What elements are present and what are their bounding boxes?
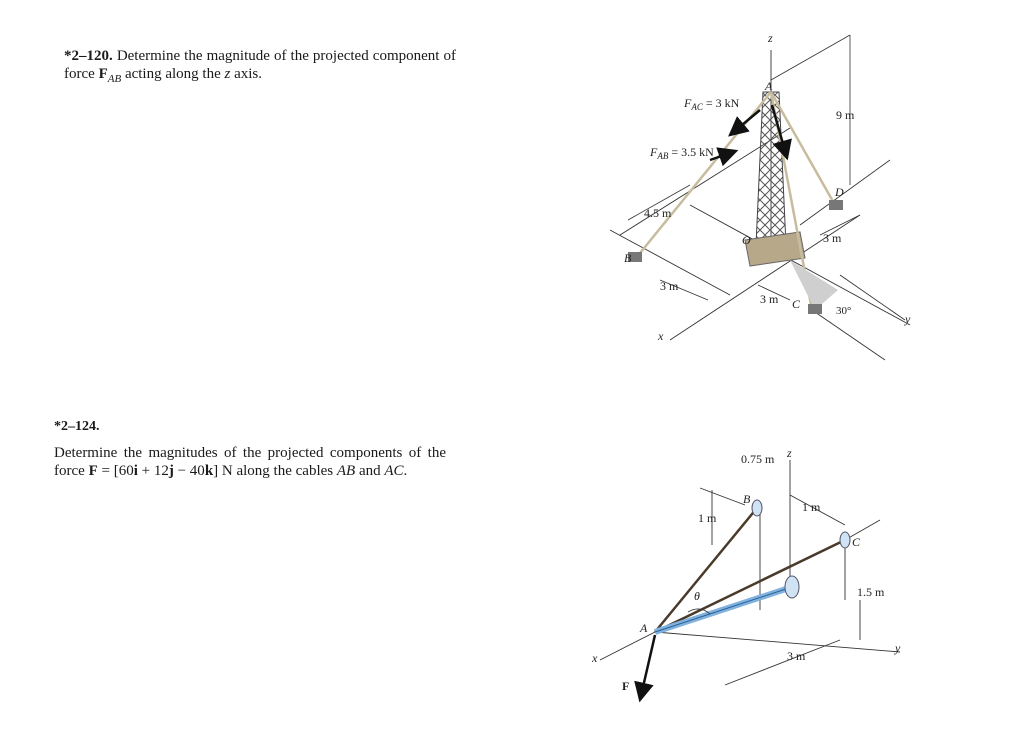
angle-30: 30°: [836, 305, 852, 317]
force-symbol-124: F: [88, 463, 98, 479]
mount-b: [752, 500, 762, 516]
problem-124-text: Determine the magnitudes of the projected components of the force: [54, 445, 446, 479]
x-label-124: x: [592, 651, 598, 665]
point-o: O: [742, 233, 751, 247]
point-b-124: B: [743, 492, 751, 506]
force-ac-arrow: [730, 110, 760, 135]
figure-124: [591, 446, 901, 700]
theta-label: θ: [694, 589, 700, 603]
problem-120-text: Determine the magnitude of the projected component of force: [64, 48, 456, 82]
force-f-arrow: [640, 635, 655, 700]
point-b-120: B: [624, 251, 632, 265]
y-label-124: y: [895, 641, 901, 655]
dim-3m-c: 3 m: [760, 292, 779, 306]
figure-120: [610, 31, 911, 380]
pole-mount: [785, 576, 799, 598]
problem-120-number: *2–120.: [64, 48, 113, 64]
axis-symbol: z: [224, 66, 231, 82]
dim-9m: 9 m: [836, 108, 855, 122]
dim-45m: 4.5 m: [644, 206, 672, 220]
force-symbol: F: [98, 66, 108, 82]
problem-124-text-2: = [60: [97, 463, 134, 479]
anchor-c: [808, 304, 822, 314]
dim-3m-d: 3 m: [823, 231, 842, 245]
mount-c: [840, 532, 850, 548]
pole-edge: [655, 587, 792, 632]
problem-124-number: *2–124.: [54, 419, 100, 434]
anchor-d: [829, 200, 843, 210]
problem-124-text-5: ] N along the cables: [213, 463, 337, 479]
y-label-120: y: [905, 312, 911, 326]
tower: [756, 92, 786, 245]
dim-1m-right: 1 m: [802, 500, 821, 514]
problem-124-text-4: − 40: [173, 463, 205, 479]
point-a-124: A: [640, 621, 648, 635]
problem-120-text-2: acting along the: [121, 66, 225, 82]
force-subscript: AB: [107, 73, 122, 85]
dim-3m: 3 m: [787, 649, 806, 663]
force-f-label: F: [622, 679, 630, 693]
dim-1m-left: 1 m: [698, 511, 717, 525]
cable-ac: AC: [384, 463, 404, 479]
point-d: D: [835, 185, 844, 199]
dim-15: 1.5 m: [857, 585, 885, 599]
dim-075: 0.75 m: [741, 452, 775, 466]
z-label-124: z: [787, 446, 792, 460]
dim-3m-b: 3 m: [660, 279, 679, 293]
cable-ab: AB: [336, 463, 356, 479]
problem-124-text-7: .: [403, 463, 408, 479]
point-c-120: C: [792, 297, 801, 311]
cable-ac-line: [655, 540, 845, 632]
label-fac: $F_{AC} = 3$ kN: [684, 96, 740, 112]
problem-124-text-3: + 12: [137, 463, 169, 479]
x-label-120: x: [658, 329, 664, 343]
tower-base: [745, 232, 805, 266]
unit-k: k: [204, 463, 214, 479]
problem-120-text-3: axis.: [230, 66, 263, 82]
z-label-120: z: [768, 31, 773, 45]
problem-124-text-6: and: [355, 463, 385, 479]
unit-i: i: [133, 463, 138, 479]
unit-j: j: [168, 463, 174, 479]
point-c-124: C: [852, 535, 861, 549]
label-fab: $F_{AB} = 3.5$ kN: [650, 145, 714, 161]
point-a-120: A: [765, 79, 773, 93]
